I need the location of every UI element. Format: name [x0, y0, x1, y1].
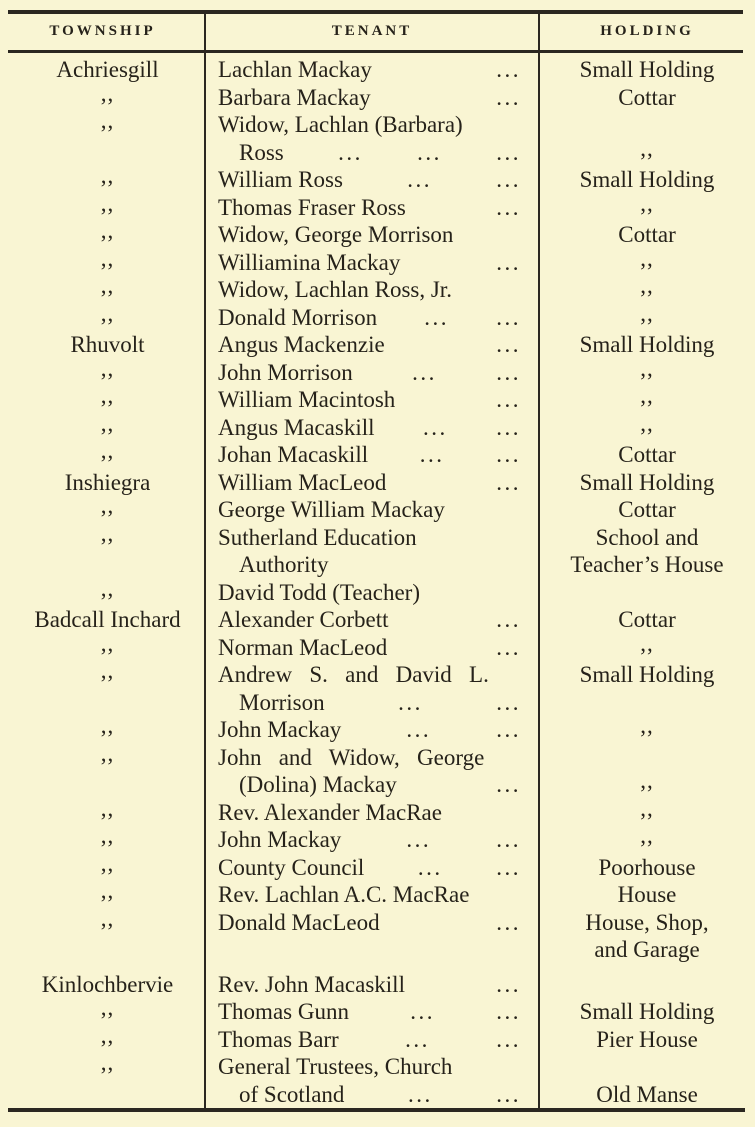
tenant-name: Lachlan Mackay	[218, 57, 372, 82]
holding-ditto-mark: ,,	[640, 823, 654, 848]
dot-leader: ...	[406, 717, 432, 742]
township-cell	[0, 245, 205, 277]
tenant-cell	[205, 524, 539, 552]
tenant-name: John Morrison	[218, 359, 353, 385]
tenant-name: Rev. John Macaskill	[218, 971, 405, 997]
holding-cell	[539, 300, 755, 332]
table-row	[0, 713, 755, 744]
header-holding: HOLDING	[600, 23, 694, 39]
tenant-name: Andrew S. and David L.	[218, 662, 489, 687]
dot-leader: ...	[406, 827, 432, 852]
table-row	[0, 469, 755, 497]
tenant-name: Donald MacLeod	[218, 909, 380, 935]
header-township: TOWNSHIP	[49, 23, 156, 39]
dot-leader: ...	[338, 139, 363, 165]
tenant-name: Thomas Gunn	[218, 999, 349, 1024]
holding-ditto-mark: ,,	[640, 135, 654, 161]
township-name: Rhuvolt	[70, 332, 145, 357]
tenant-name: Authority	[239, 552, 329, 577]
holding-cell	[539, 881, 755, 909]
table-row	[0, 331, 755, 359]
township-cell	[0, 56, 205, 84]
township-cell	[0, 273, 205, 304]
township-cell	[0, 383, 205, 414]
township-name: Inshiegra	[64, 469, 151, 495]
holding-ditto-mark: ,,	[640, 768, 654, 793]
dot-leader: ...	[496, 332, 521, 357]
tenant-cell	[205, 971, 539, 999]
township-ditto-mark: ,,	[100, 245, 115, 271]
township-ditto-mark: ,,	[100, 1022, 115, 1048]
township-ditto-mark: ,,	[100, 713, 115, 738]
tenant-cell	[205, 84, 539, 112]
tenant-cell	[205, 634, 539, 662]
holding-cell	[539, 795, 755, 827]
tenant-cell	[205, 414, 539, 442]
tenant-cell	[205, 998, 539, 1026]
tenant-name: (Dolina) Mackay	[239, 772, 397, 797]
tenant-cell	[205, 854, 539, 882]
tenant-name: John Mackay	[218, 827, 342, 852]
holding-value: Cottar	[618, 222, 676, 247]
dot-leader: ...	[410, 999, 435, 1024]
tenant-name: William MacLeod	[218, 469, 387, 495]
dot-leader: ...	[496, 359, 521, 385]
township-ditto-mark: ,,	[100, 658, 115, 683]
tenant-name: Thomas Fraser Ross	[218, 194, 406, 220]
dot-leader: ...	[496, 827, 521, 852]
tenant-cell	[205, 276, 539, 304]
tenant-name: George William Mackay	[218, 497, 445, 522]
township-cell	[0, 713, 205, 744]
table-row	[0, 300, 755, 332]
tenant-cell	[205, 799, 539, 827]
holding-value: Small Holding	[579, 662, 715, 687]
holding-cell	[539, 469, 755, 497]
tenant-name: Angus Mackenzie	[218, 332, 385, 357]
holding-cell	[539, 166, 755, 194]
township-cell	[0, 740, 205, 772]
township-cell	[0, 936, 205, 964]
township-cell	[0, 190, 205, 222]
dot-leader: ...	[496, 249, 521, 275]
table-row	[0, 273, 755, 304]
tenant-cell	[205, 826, 539, 854]
table-row	[0, 658, 755, 689]
dot-leader: ...	[496, 442, 521, 467]
holding-cell	[539, 56, 755, 84]
tenant-name: Rev. Lachlan A.C. MacRae	[218, 882, 470, 907]
dot-leader: ...	[496, 689, 521, 715]
holding-cell	[539, 823, 755, 854]
dot-leader: ...	[417, 854, 443, 880]
tenant-cell	[205, 304, 539, 332]
header-tenant: TENANT	[331, 23, 413, 39]
tenant-name: Barbara Mackay	[218, 84, 371, 110]
dot-leader: ...	[496, 971, 521, 997]
township-ditto-mark: ,,	[100, 355, 115, 381]
holding-value: Teacher’s House	[570, 552, 724, 577]
table-row	[0, 850, 755, 882]
township-cell	[0, 606, 205, 634]
township-cell	[0, 300, 205, 332]
table-row	[0, 795, 755, 827]
township-ditto-mark: ,,	[100, 740, 115, 766]
holding-cell	[539, 410, 755, 442]
holding-cell	[539, 998, 755, 1026]
tenant-cell	[205, 606, 539, 634]
township-cell	[0, 630, 205, 662]
dot-leader: ...	[405, 1026, 430, 1052]
table-row	[0, 689, 755, 717]
tenant-name: Morrison	[239, 689, 325, 715]
dot-leader: ...	[496, 607, 521, 632]
holding-cell	[539, 331, 755, 359]
table-row	[0, 80, 755, 112]
township-ditto-mark: ,,	[100, 850, 115, 876]
township-ditto-mark: ,,	[100, 438, 115, 463]
table-row	[0, 1081, 755, 1109]
tenant-name: Angus Macaskill	[218, 414, 375, 440]
holding-ditto-mark: ,,	[640, 630, 654, 656]
header-underline-rule	[8, 50, 743, 53]
dot-leader: ...	[496, 194, 521, 220]
holding-cell	[539, 496, 755, 524]
tenant-name: Ross	[239, 139, 284, 165]
township-ditto-mark: ,,	[100, 878, 115, 903]
township-cell	[0, 1050, 205, 1081]
township-ditto-mark: ,,	[100, 300, 115, 326]
tenant-cell	[205, 56, 539, 84]
tenant-name: General Trustees, Church	[218, 1054, 453, 1079]
holding-value: Cottar	[618, 442, 676, 467]
holding-cell	[539, 383, 755, 414]
tenant-name: Thomas Barr	[218, 1026, 339, 1052]
tenant-cell	[205, 936, 539, 964]
dot-leader: ...	[398, 689, 423, 715]
tenant-cell	[205, 579, 539, 607]
table-body	[0, 56, 755, 1108]
table-row	[0, 163, 755, 194]
holding-value: Cottar	[618, 84, 676, 110]
table-row	[0, 56, 755, 84]
tenant-cell	[205, 661, 539, 689]
holding-cell	[539, 355, 755, 387]
dot-leader: ...	[407, 167, 432, 192]
township-ditto-mark: ,,	[100, 190, 115, 216]
township-cell	[0, 139, 205, 167]
table-bottom-rule	[8, 1108, 745, 1112]
dot-leader: ...	[496, 1026, 521, 1052]
township-ditto-mark: ,,	[100, 520, 115, 546]
holding-cell	[539, 441, 755, 469]
tenant-cell	[205, 716, 539, 744]
tenant-cell	[205, 1026, 539, 1054]
township-ditto-mark: ,,	[100, 575, 115, 601]
dot-leader: ...	[423, 414, 448, 440]
township-cell	[0, 163, 205, 194]
table-row	[0, 630, 755, 662]
township-cell	[0, 355, 205, 387]
holding-value: Cottar	[618, 607, 676, 632]
township-cell	[0, 108, 205, 139]
table-row	[0, 905, 755, 937]
township-cell	[0, 1022, 205, 1054]
township-name: Kinlochbervie	[41, 971, 174, 997]
township-ditto-mark: ,,	[100, 905, 115, 931]
table-row	[0, 1022, 755, 1054]
holding-ditto-mark: ,,	[640, 273, 654, 298]
holding-cell	[539, 245, 755, 277]
township-cell	[0, 218, 205, 249]
holding-cell	[539, 909, 755, 937]
tenant-cell	[205, 359, 539, 387]
holding-cell	[539, 190, 755, 222]
tenant-cell	[205, 744, 539, 772]
holding-cell	[539, 971, 755, 999]
tenant-name: Widow, George Morrison	[218, 222, 454, 247]
dot-leader: ...	[496, 414, 521, 440]
holding-cell	[539, 606, 755, 634]
table-row	[0, 438, 755, 469]
tenant-cell	[205, 139, 539, 167]
township-cell	[0, 689, 205, 717]
dot-leader: ...	[496, 57, 521, 82]
dot-leader: ...	[496, 84, 521, 110]
tenant-cell	[205, 441, 539, 469]
holding-ditto-mark: ,,	[640, 410, 654, 436]
table-row	[0, 551, 755, 579]
tenant-cell	[205, 771, 539, 799]
table-row	[0, 936, 755, 964]
table-row	[0, 190, 755, 222]
table-row	[0, 410, 755, 442]
dot-leader: ...	[496, 304, 521, 330]
township-ditto-mark: ,,	[100, 1050, 115, 1075]
tenant-name: Williamina Mackay	[218, 249, 401, 275]
tenant-cell	[205, 1053, 539, 1081]
dot-leader: ...	[496, 167, 521, 192]
dot-leader: ...	[496, 909, 521, 935]
township-ditto-mark: ,,	[100, 630, 115, 656]
tenant-name: Alexander Corbett	[218, 607, 389, 632]
tenant-name: Widow, Lachlan Ross, Jr.	[218, 277, 452, 302]
township-ditto-mark: ,,	[100, 218, 115, 243]
township-cell	[0, 493, 205, 524]
tenant-cell	[205, 909, 539, 937]
tenant-name: County Council	[218, 854, 365, 880]
township-name: Achriesgill	[56, 57, 159, 82]
holding-cell	[539, 1081, 755, 1109]
holding-value: School and	[595, 524, 699, 550]
dot-leader: ...	[419, 442, 445, 467]
holding-cell	[539, 111, 755, 139]
holding-value: Poorhouse	[598, 854, 696, 880]
holding-value: Cottar	[618, 497, 676, 522]
tenant-cell	[205, 194, 539, 222]
holding-cell	[539, 524, 755, 552]
holding-value: and Garage	[594, 937, 700, 962]
township-cell	[0, 575, 205, 607]
holding-cell	[539, 713, 755, 744]
table-row	[0, 878, 755, 909]
table-row	[0, 575, 755, 607]
table-row	[0, 971, 755, 999]
dot-leader: ...	[496, 634, 521, 660]
township-ditto-mark: ,,	[100, 410, 115, 436]
township-cell	[0, 438, 205, 469]
township-cell	[0, 551, 205, 579]
dot-leader: ...	[417, 139, 442, 165]
township-cell	[0, 995, 205, 1026]
tenant-name: John Mackay	[218, 717, 342, 742]
table-row	[0, 383, 755, 414]
tenant-name: of Scotland	[239, 1081, 345, 1107]
township-ditto-mark: ,,	[100, 795, 115, 821]
tenant-name: David Todd (Teacher)	[218, 579, 420, 605]
township-cell	[0, 905, 205, 937]
township-ditto-mark: ,,	[100, 80, 115, 106]
table-row	[0, 520, 755, 552]
tenant-name: Norman MacLeod	[218, 634, 388, 660]
township-ditto-mark: ,,	[100, 163, 115, 188]
dot-leader: ...	[496, 387, 521, 412]
tenant-cell	[205, 551, 539, 579]
holding-ditto-mark: ,,	[640, 355, 654, 381]
holding-cell	[539, 551, 755, 579]
holding-cell	[539, 854, 755, 882]
holding-ditto-mark: ,,	[640, 190, 654, 216]
table-row	[0, 740, 755, 772]
holding-cell	[539, 1026, 755, 1054]
holding-value: Pier House	[596, 1026, 698, 1052]
township-cell	[0, 658, 205, 689]
dot-leader: ...	[496, 999, 521, 1024]
table-row	[0, 606, 755, 634]
township-cell	[0, 520, 205, 552]
township-cell	[0, 850, 205, 882]
tenant-cell	[205, 111, 539, 139]
holding-cell	[539, 744, 755, 772]
tenant-cell	[205, 221, 539, 249]
township-name: Badcall Inchard	[34, 607, 181, 632]
tenant-name: Widow, Lachlan (Barbara)	[218, 112, 463, 137]
tenant-name: Johan Macaskill	[218, 442, 369, 467]
township-cell	[0, 80, 205, 112]
tenant-cell	[205, 881, 539, 909]
table-row	[0, 768, 755, 799]
holding-cell	[539, 221, 755, 249]
holding-cell	[539, 579, 755, 607]
dot-leader: ...	[496, 854, 521, 880]
table-row	[0, 108, 755, 139]
dot-leader: ...	[496, 717, 521, 742]
township-ditto-mark: ,,	[100, 823, 115, 848]
tenant-name: William Macintosh	[218, 387, 396, 412]
township-cell	[0, 795, 205, 827]
township-ditto-mark: ,,	[100, 108, 115, 133]
holding-ditto-mark: ,,	[640, 795, 654, 821]
table-row	[0, 493, 755, 524]
holding-cell	[539, 689, 755, 717]
tenant-name: Donald Morrison	[218, 304, 378, 330]
tenant-cell	[205, 689, 539, 717]
tenant-name: John and Widow, George	[218, 744, 485, 770]
tenant-cell	[205, 386, 539, 414]
tenant-cell	[205, 496, 539, 524]
tenant-name: Sutherland Education	[218, 524, 417, 550]
holding-value: Old Manse	[596, 1081, 698, 1107]
township-cell	[0, 823, 205, 854]
holding-cell	[539, 84, 755, 112]
table-row	[0, 135, 755, 167]
dot-leader: ...	[407, 1081, 433, 1107]
township-cell	[0, 771, 205, 799]
holding-value: Small Holding	[579, 57, 715, 82]
tenant-cell	[205, 249, 539, 277]
holding-cell	[539, 1053, 755, 1081]
township-cell	[0, 331, 205, 359]
holding-cell	[539, 135, 755, 167]
township-cell	[0, 410, 205, 442]
holding-ditto-mark: ,,	[640, 383, 654, 408]
tenant-cell	[205, 1081, 539, 1109]
tenant-cell	[205, 331, 539, 359]
township-ditto-mark: ,,	[100, 493, 115, 518]
dot-leader: ...	[496, 469, 521, 495]
tenant-name: William Ross	[218, 167, 343, 192]
township-ditto-mark: ,,	[100, 273, 115, 298]
table-row	[0, 355, 755, 387]
holding-value: Small Holding	[579, 332, 715, 357]
holding-value: Small Holding	[579, 999, 715, 1024]
dot-leader: ...	[412, 359, 437, 385]
tenant-name: Rev. Alexander MacRae	[218, 799, 442, 825]
table-row	[0, 1050, 755, 1081]
holding-cell	[539, 768, 755, 799]
dot-leader: ...	[496, 139, 521, 165]
holding-cell	[539, 936, 755, 964]
holding-ditto-mark: ,,	[640, 713, 654, 738]
holding-cell	[539, 630, 755, 662]
holding-ditto-mark: ,,	[640, 245, 654, 271]
township-cell	[0, 971, 205, 999]
holding-value: Small Holding	[579, 469, 715, 495]
table-row	[0, 218, 755, 249]
holding-cell	[539, 661, 755, 689]
dot-leader: ...	[496, 1081, 521, 1107]
table-row	[0, 995, 755, 1026]
township-cell	[0, 878, 205, 909]
dot-leader: ...	[496, 772, 521, 797]
holding-value: House, Shop,	[585, 909, 709, 935]
township-cell	[0, 469, 205, 497]
table-row	[0, 823, 755, 854]
dot-leader: ...	[424, 304, 450, 330]
holding-cell	[539, 273, 755, 304]
holding-value: House	[617, 882, 677, 907]
tenant-cell	[205, 166, 539, 194]
table-header-row	[0, 13, 755, 50]
tenant-cell	[205, 469, 539, 497]
table-row	[0, 245, 755, 277]
holding-ditto-mark: ,,	[640, 300, 654, 326]
township-cell	[0, 1081, 205, 1109]
holding-value: Small Holding	[579, 167, 715, 192]
township-ditto-mark: ,,	[100, 995, 115, 1020]
township-ditto-mark: ,,	[100, 383, 115, 408]
